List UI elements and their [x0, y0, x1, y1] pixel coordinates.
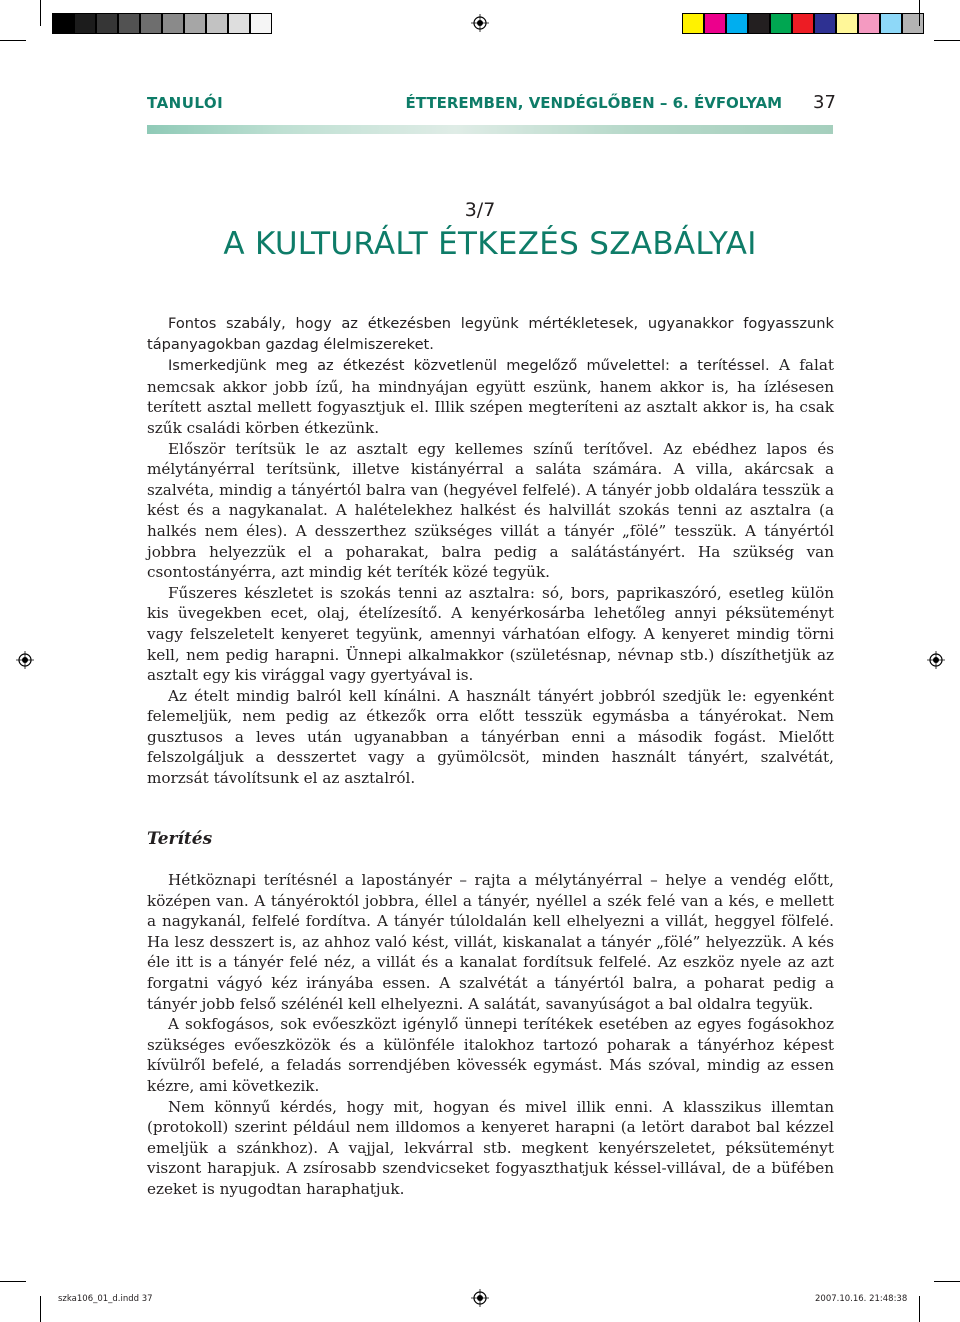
crop-mark: [919, 1296, 920, 1322]
registration-mark-icon: [16, 651, 34, 669]
registration-mark-icon: [471, 14, 489, 32]
color-swatch: [228, 13, 250, 34]
header-divider: [147, 125, 833, 134]
crop-mark: [40, 0, 41, 26]
color-swatch: [250, 13, 272, 34]
teritis-body: [147, 870, 834, 1200]
crop-mark: [0, 40, 26, 41]
subsection-title: Terítés: [147, 829, 213, 849]
paragraph-sans-part: Ismerkedjünk meg az étkezést közvetlenül megelőző művelettel: a terítéssel.: [168, 357, 770, 375]
paragraph: Nem könnyű kérdés, hogy mit, hogyan és mivel illik enni. A klasszikus illemtan (protokoll) szerint például nem illdomos a kenyeret harapni (a letört darabot bal kézzel emeljük a szánkhoz). A vajjal, lekvárral stb. megkent kenyérszeletet, péksüteményt viszont harapjuk. A zsírosabb szendvicseket fogyaszthatjuk késsel-villával, de a büfében ezeket is nyugodtan haraphatjuk.: [147, 1097, 834, 1198]
crop-mark: [0, 1281, 26, 1282]
intro-body: [147, 314, 834, 789]
registration-mark-icon: [471, 1289, 489, 1307]
crop-mark: [919, 0, 920, 26]
color-swatch: [726, 13, 748, 34]
paragraph: Fontos szabály, hogy az étkezésben legyünk mértékletesek, ugyanakkor fogyasszunk tápanyagokban gazdag élelmiszereket.: [147, 315, 834, 353]
color-swatch: [96, 13, 118, 34]
timestamp-slug: 2007.10.16. 21:48:38: [815, 1294, 908, 1304]
paragraph-serif-part: A falat nemcsak akkor jobb ízű, ha mindnyájan együtt eszünk, hanem akkor is, ha ízlésesen terített asztal mellett fogyasztjuk el. Illik szépen megteríteni az asztalt akkor is, ha csak szűk családi körben étkezünk.: [147, 356, 834, 437]
paragraph: A sokfogásos, sok evőeszközt igénylő ünnepi terítékek esetében az egyes fogásokhoz szükséges evőeszközök és a különféle italokhoz tartozó poharak a tányérhoz képest kívülről befelé, a feladás sorrendjében kövessék egymást. Más szóval, mindig az essen kézre, ami következik.: [147, 1015, 834, 1095]
grayscale-color-bar: [52, 13, 272, 34]
process-color-bar: [682, 13, 924, 34]
color-swatch: [704, 13, 726, 34]
color-swatch: [682, 13, 704, 34]
color-swatch: [814, 13, 836, 34]
running-header-left: TANULÓI: [147, 94, 224, 112]
page-number: 37: [813, 92, 836, 113]
crop-mark: [934, 40, 960, 41]
paragraph: Először terítsük le az asztalt egy kellemes színű terítővel. Az ebédhez lapos és mélytányérral terítsünk, illetve kistányérral a saláta számára. A villa, akárcsak a szalvéta, mindig a tányértól balra van (hegyével felfelé). A tányér jobb oldalára tesszük a kést és a nagykanalat. A halételekhez halkést és halvillát szokás tenni az asztalra (a halkés nem éles). A desszerthez szükséges villát a tányér „fölé” tesszük. A tányértól jobbra helyezzük el a poharakat, balra pedig a salátástányért. Ha szükség van csontostányérra, azt mindig két teríték közé tegyük.: [147, 439, 834, 582]
registration-mark-icon: [927, 651, 945, 669]
file-slug: szka106_01_d.indd 37: [58, 1294, 153, 1304]
color-swatch: [880, 13, 902, 34]
color-swatch: [184, 13, 206, 34]
running-header-right: ÉTTEREMBEN, VENDÉGLŐBEN – 6. ÉVFOLYAM: [405, 94, 782, 112]
color-swatch: [52, 13, 74, 34]
paragraph: Hétköznapi terítésnél a lapostányér – rajta a mélytányérral – helye a vendég előtt, középen van. A tányéroktól jobbra, éllel a tányér, nyéllel a szék felé van a kés, e mellett a nagykanál, felfelé fordítva. A tányér túloldalán kell elhelyezni a villát, heggyel fölfelé. Ha lesz desszert is, az ahhoz való kést, villát, kiskanalat a tányér „fölé” helyezzük. A kés éle itt is a tányér felé néz, a villát és a kanalat fordítsuk felfelé. Az eszköz nyele az azt forgatni vágyó kéz irányába essen. A szalvétát a tányértól balra, a poharat pedig a tányér jobb felső szélénél kell elhelyezni. A salátát, savanyúságot a bal oldalra tegyük.: [147, 871, 834, 1013]
color-swatch: [836, 13, 858, 34]
paragraph: [147, 355, 834, 438]
crop-mark: [934, 1281, 960, 1282]
page-title: A KULTURÁLT ÉTKEZÉS SZABÁLYAI: [223, 226, 757, 262]
color-swatch: [74, 13, 96, 34]
paragraph: Az ételt mindig balról kell kínálni. A használt tányért jobbról szedjük le: egyenként felemeljük, nem pedig az étkezők orra előtt tesszük egymásba a tányérokat. Nem gusztusos a leves után ugyanabban a tányérban enni a második fogást. Mielőtt felszolgáljuk a desszertet vagy a gyümölcsöt, minden használt tányért, szalvétát, morzsát távolítsunk el az asztalról.: [147, 686, 834, 788]
section-number: 3/7: [464, 199, 496, 221]
color-swatch: [162, 13, 184, 34]
paragraph: Fűszeres készletet is szokás tenni az asztalra: só, bors, paprikaszóró, esetleg külön kis üvegekben ecet, olaj, ételízesítő. A kenyérkosárba lehetőleg annyi péksüteményt vagy felszeletelt kenyeret tegyünk, amennyi várhatóan elfogy. A kenyeret mindig törni kell, nem pedig harapni. Ünnepi alkalmakkor (születésnap, névnap stb.) díszíthetjük az asztalt egy kis virággal vagy gyertyával is.: [147, 583, 834, 685]
color-swatch: [858, 13, 880, 34]
color-swatch: [206, 13, 228, 34]
color-swatch: [140, 13, 162, 34]
color-swatch: [902, 13, 924, 34]
color-swatch: [748, 13, 770, 34]
color-swatch: [792, 13, 814, 34]
color-swatch: [118, 13, 140, 34]
crop-mark: [40, 1296, 41, 1322]
color-swatch: [770, 13, 792, 34]
